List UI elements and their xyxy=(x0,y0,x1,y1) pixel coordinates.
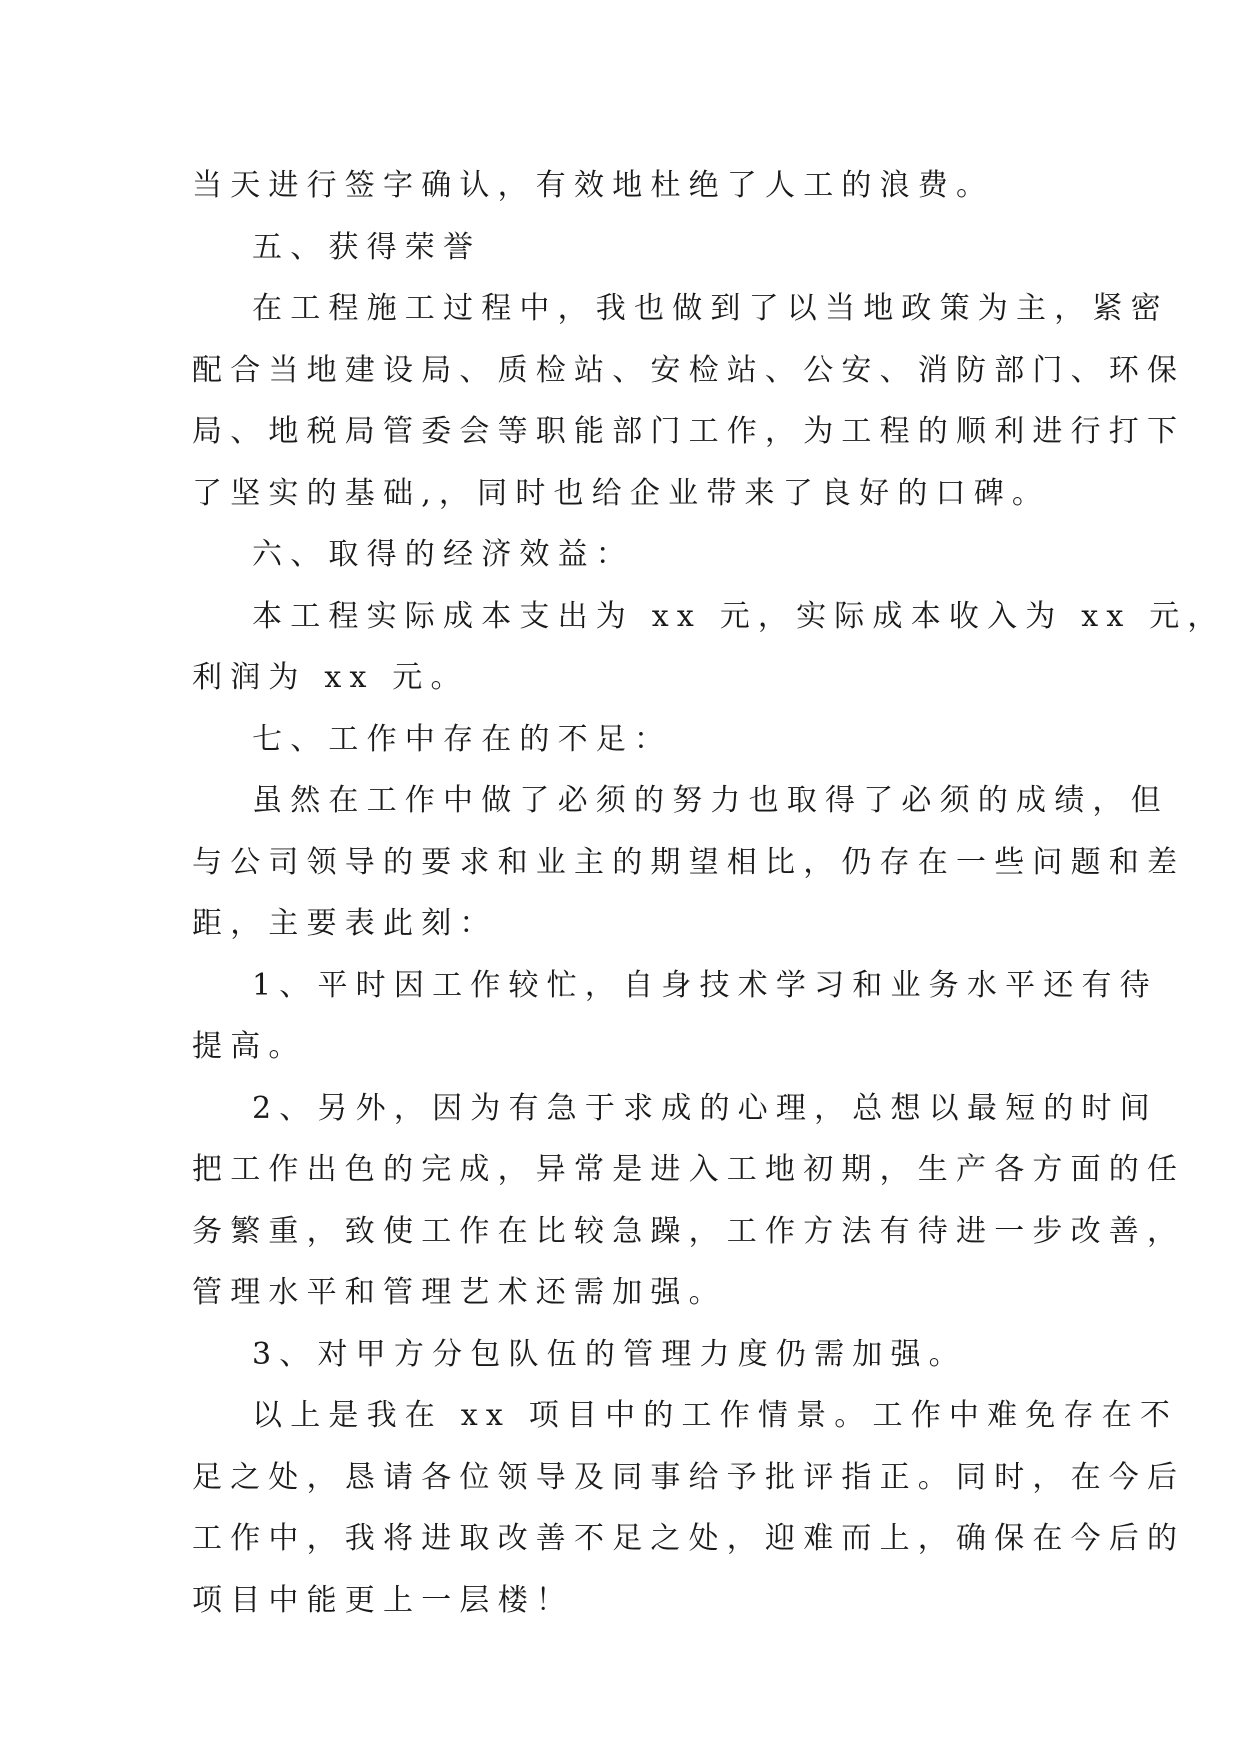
line-21: 以上是我在 xx 项目中的工作情景。工作中难免存在不 xyxy=(252,1398,1179,1433)
line-12: 与公司领导的要求和业主的期望相比，仍存在一些问题和差 xyxy=(192,844,1186,880)
line-5: 局、地税局管委会等职能部门工作，为工程的顺利进行打下 xyxy=(192,414,1186,449)
line-4: 配合当地建设局、质检站、安检站、公安、消防部门、环保 xyxy=(192,352,1186,388)
line-13: 距，主要表此刻： xyxy=(192,906,498,941)
line-18: 务繁重，致使工作在比较急躁，工作方法有待进一步改善， xyxy=(192,1213,1186,1249)
line-17: 把工作出色的完成，异常是进入工地初期，生产各方面的任 xyxy=(192,1152,1186,1187)
line-6: 了坚实的基础,，同时也给企业带来了良好的口碑。 xyxy=(192,475,1051,511)
line-15: 提高。 xyxy=(192,1029,307,1064)
list-item-1: 1、平时因工作较忙，自身技术学习和业务水平还有待 xyxy=(252,967,1158,1003)
section-heading-economic-benefits: 六、取得的经济效益： xyxy=(252,537,634,572)
line-24: 项目中能更上一层楼！ xyxy=(192,1582,574,1618)
list-item-2: 2、另外，因为有急于求成的心理，总想以最短的时间 xyxy=(252,1090,1158,1126)
line-22: 足之处，恳请各位领导及同事给予批评指正。同时，在今后 xyxy=(192,1459,1186,1495)
line-19: 管理水平和管理艺术还需加强。 xyxy=(192,1275,727,1310)
line-3: 在工程施工过程中，我也做到了以当地政策为主，紧密 xyxy=(252,291,1169,326)
line-8: 本工程实际成本支出为 xx 元，实际成本收入为 xx 元， xyxy=(252,598,1226,634)
section-heading-shortcomings: 七、工作中存在的不足： xyxy=(252,721,673,757)
line-9: 利润为 xx 元。 xyxy=(192,660,469,695)
document-page xyxy=(192,155,1226,1631)
line-11: 虽然在工作中做了必须的努力也取得了必须的成绩，但 xyxy=(252,783,1169,818)
list-item-3: 3、对甲方分包队伍的管理力度仍需加强。 xyxy=(252,1336,967,1372)
line-1: 当天进行签字确认，有效地杜绝了人工的浪费。 xyxy=(192,168,995,203)
section-heading-honors: 五、获得荣誉 xyxy=(252,229,482,265)
line-23: 工作中，我将进取改善不足之处，迎难而上，确保在今后的 xyxy=(192,1521,1186,1556)
